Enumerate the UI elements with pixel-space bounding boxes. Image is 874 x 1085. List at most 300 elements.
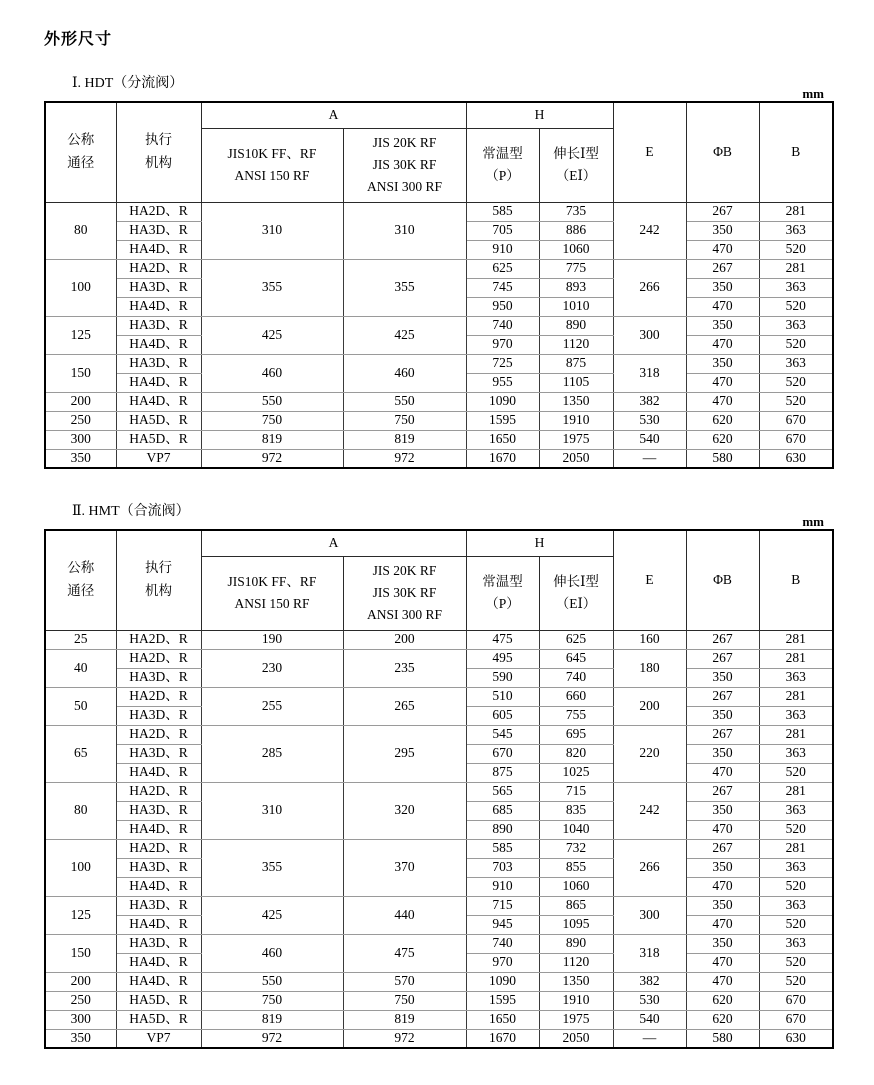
- table-row: [45, 202, 833, 221]
- cell-b: 363: [759, 221, 833, 240]
- header-dim-h: H: [466, 530, 613, 556]
- table-row: [45, 725, 833, 744]
- cell-phib: 350: [686, 706, 759, 725]
- cell-nominal-diameter: 100: [45, 259, 116, 316]
- cell-b: 520: [759, 392, 833, 411]
- cell-nominal-diameter: 100: [45, 839, 116, 896]
- cell-b: 363: [759, 801, 833, 820]
- cell-a-jis10k-ansi150: 819: [201, 430, 343, 449]
- cell-actuator: HA3D、R: [116, 896, 201, 915]
- cell-h-extended: 2050: [539, 449, 613, 468]
- cell-h-extended: 735: [539, 202, 613, 221]
- cell-b: 670: [759, 991, 833, 1010]
- cell-h-normal: 475: [466, 630, 539, 649]
- cell-actuator: HA4D、R: [116, 392, 201, 411]
- header-dim-e: E: [613, 102, 686, 202]
- cell-h-normal: 875: [466, 763, 539, 782]
- unit-label-mm: mm: [802, 86, 824, 101]
- cell-actuator: HA3D、R: [116, 858, 201, 877]
- cell-a-jis20k30k-ansi300: 200: [343, 630, 466, 649]
- cell-a-jis10k-ansi150: 550: [201, 392, 343, 411]
- cell-nominal-diameter: 200: [45, 392, 116, 411]
- cell-h-extended: 1350: [539, 392, 613, 411]
- cell-nominal-diameter: 80: [45, 782, 116, 839]
- cell-a-jis20k30k-ansi300: 425: [343, 316, 466, 354]
- cell-phib: 470: [686, 972, 759, 991]
- table-row: [45, 259, 833, 278]
- cell-phib: 470: [686, 953, 759, 972]
- header-h-normal-type: 常温型 （P）: [466, 128, 539, 202]
- cell-e: 180: [613, 649, 686, 687]
- cell-actuator: HA4D、R: [116, 373, 201, 392]
- cell-a-jis10k-ansi150: 460: [201, 354, 343, 392]
- cell-actuator: HA2D、R: [116, 782, 201, 801]
- cell-h-normal: 585: [466, 839, 539, 858]
- table-row: [45, 991, 833, 1010]
- cell-phib: 470: [686, 335, 759, 354]
- cell-h-extended: 820: [539, 744, 613, 763]
- cell-nominal-diameter: 25: [45, 630, 116, 649]
- cell-h-normal: 955: [466, 373, 539, 392]
- table-row: [45, 449, 833, 468]
- cell-actuator: HA2D、R: [116, 725, 201, 744]
- header-actuator: 执行 机构: [116, 530, 201, 630]
- cell-b: 363: [759, 934, 833, 953]
- cell-actuator: HA5D、R: [116, 1010, 201, 1029]
- cell-actuator: HA4D、R: [116, 240, 201, 259]
- header-nominal-diameter: 公称 通径: [45, 102, 116, 202]
- cell-phib: 580: [686, 449, 759, 468]
- cell-actuator: VP7: [116, 1029, 201, 1048]
- cell-phib: 470: [686, 877, 759, 896]
- cell-phib: 350: [686, 278, 759, 297]
- cell-h-normal: 495: [466, 649, 539, 668]
- cell-actuator: HA4D、R: [116, 915, 201, 934]
- cell-actuator: HA3D、R: [116, 706, 201, 725]
- cell-a-jis20k30k-ansi300: 570: [343, 972, 466, 991]
- cell-h-extended: 1060: [539, 240, 613, 259]
- cell-a-jis10k-ansi150: 355: [201, 839, 343, 896]
- cell-actuator: HA3D、R: [116, 278, 201, 297]
- cell-b: 520: [759, 763, 833, 782]
- cell-a-jis10k-ansi150: 190: [201, 630, 343, 649]
- cell-h-normal: 1670: [466, 449, 539, 468]
- cell-h-extended: 1095: [539, 915, 613, 934]
- cell-h-normal: 740: [466, 316, 539, 335]
- cell-h-normal: 590: [466, 668, 539, 687]
- hmt-dimensions-table: [44, 529, 834, 1049]
- cell-h-normal: 725: [466, 354, 539, 373]
- cell-actuator: HA4D、R: [116, 953, 201, 972]
- cell-phib: 620: [686, 1010, 759, 1029]
- section-head-hdt: [44, 63, 832, 101]
- cell-phib: 267: [686, 725, 759, 744]
- cell-a-jis20k30k-ansi300: 750: [343, 411, 466, 430]
- header-a-jis10k-ansi150: JIS10K FF、RF ANSI 150 RF: [201, 128, 343, 202]
- cell-a-jis20k30k-ansi300: 310: [343, 202, 466, 259]
- cell-a-jis20k30k-ansi300: 819: [343, 1010, 466, 1029]
- cell-h-extended: 1120: [539, 953, 613, 972]
- cell-actuator: HA2D、R: [116, 839, 201, 858]
- cell-b: 281: [759, 649, 833, 668]
- cell-actuator: HA3D、R: [116, 354, 201, 373]
- cell-phib: 267: [686, 687, 759, 706]
- header-dim-b: B: [759, 530, 833, 630]
- cell-h-extended: 1910: [539, 991, 613, 1010]
- header-nominal-diameter: 公称 通径: [45, 530, 116, 630]
- cell-a-jis20k30k-ansi300: 750: [343, 991, 466, 1010]
- cell-h-extended: 2050: [539, 1029, 613, 1048]
- cell-a-jis10k-ansi150: 425: [201, 316, 343, 354]
- section-label-hdt: Ⅰ. HDT（分流阀）: [72, 76, 184, 91]
- cell-h-extended: 1120: [539, 335, 613, 354]
- header-dim-a: A: [201, 530, 466, 556]
- cell-b: 281: [759, 839, 833, 858]
- cell-b: 630: [759, 449, 833, 468]
- header-h-normal-type: 常温型 （P）: [466, 556, 539, 630]
- table-row: [45, 896, 833, 915]
- cell-a-jis20k30k-ansi300: 972: [343, 1029, 466, 1048]
- cell-nominal-diameter: 300: [45, 1010, 116, 1029]
- cell-h-normal: 1595: [466, 411, 539, 430]
- cell-phib: 350: [686, 316, 759, 335]
- cell-actuator: VP7: [116, 449, 201, 468]
- cell-b: 520: [759, 915, 833, 934]
- cell-h-extended: 625: [539, 630, 613, 649]
- cell-e: 300: [613, 896, 686, 934]
- unit-label-mm: mm: [802, 514, 824, 529]
- cell-actuator: HA4D、R: [116, 763, 201, 782]
- cell-phib: 470: [686, 297, 759, 316]
- cell-actuator: HA3D、R: [116, 668, 201, 687]
- cell-h-normal: 585: [466, 202, 539, 221]
- cell-e: 530: [613, 411, 686, 430]
- cell-e: 200: [613, 687, 686, 725]
- cell-nominal-diameter: 150: [45, 354, 116, 392]
- cell-h-extended: 886: [539, 221, 613, 240]
- cell-phib: 470: [686, 763, 759, 782]
- header-h-extended-type: 伸长Ⅰ型 （EⅠ）: [539, 556, 613, 630]
- cell-b: 363: [759, 858, 833, 877]
- cell-h-extended: 660: [539, 687, 613, 706]
- cell-phib: 350: [686, 896, 759, 915]
- cell-h-normal: 910: [466, 877, 539, 896]
- cell-h-extended: 1025: [539, 763, 613, 782]
- cell-e: 266: [613, 259, 686, 316]
- cell-b: 630: [759, 1029, 833, 1048]
- cell-h-normal: 945: [466, 915, 539, 934]
- cell-e: 540: [613, 1010, 686, 1029]
- page-title: 外形尺寸: [44, 31, 113, 48]
- cell-actuator: HA2D、R: [116, 630, 201, 649]
- cell-phib: 620: [686, 991, 759, 1010]
- cell-h-normal: 740: [466, 934, 539, 953]
- table-row: [45, 316, 833, 335]
- cell-nominal-diameter: 350: [45, 449, 116, 468]
- table-row: [45, 687, 833, 706]
- cell-a-jis10k-ansi150: 310: [201, 202, 343, 259]
- header-dim-b: B: [759, 102, 833, 202]
- header-h-extended-type: 伸长Ⅰ型 （EⅠ）: [539, 128, 613, 202]
- cell-e: 318: [613, 934, 686, 972]
- cell-h-normal: 1650: [466, 1010, 539, 1029]
- cell-b: 670: [759, 430, 833, 449]
- cell-a-jis10k-ansi150: 550: [201, 972, 343, 991]
- cell-nominal-diameter: 50: [45, 687, 116, 725]
- cell-e: 266: [613, 839, 686, 896]
- cell-a-jis20k30k-ansi300: 320: [343, 782, 466, 839]
- cell-phib: 470: [686, 392, 759, 411]
- cell-b: 363: [759, 706, 833, 725]
- cell-e: 242: [613, 782, 686, 839]
- cell-h-normal: 685: [466, 801, 539, 820]
- cell-phib: 267: [686, 202, 759, 221]
- cell-b: 363: [759, 278, 833, 297]
- header-dim-e: E: [613, 530, 686, 630]
- cell-e: —: [613, 449, 686, 468]
- cell-h-normal: 715: [466, 896, 539, 915]
- cell-h-normal: 705: [466, 221, 539, 240]
- cell-phib: 470: [686, 240, 759, 259]
- cell-h-extended: 1105: [539, 373, 613, 392]
- cell-phib: 350: [686, 668, 759, 687]
- cell-actuator: HA3D、R: [116, 801, 201, 820]
- cell-h-extended: 1975: [539, 1010, 613, 1029]
- cell-h-normal: 1670: [466, 1029, 539, 1048]
- header-a-jis20k30k-ansi300: JIS 20K RF JIS 30K RF ANSI 300 RF: [343, 128, 466, 202]
- cell-b: 520: [759, 297, 833, 316]
- cell-b: 520: [759, 335, 833, 354]
- cell-h-extended: 865: [539, 896, 613, 915]
- cell-actuator: HA2D、R: [116, 687, 201, 706]
- cell-nominal-diameter: 250: [45, 991, 116, 1010]
- header-dim-phib: ΦB: [686, 102, 759, 202]
- cell-a-jis20k30k-ansi300: 235: [343, 649, 466, 687]
- cell-e: —: [613, 1029, 686, 1048]
- cell-a-jis10k-ansi150: 285: [201, 725, 343, 782]
- cell-h-extended: 890: [539, 316, 613, 335]
- cell-h-normal: 703: [466, 858, 539, 877]
- cell-phib: 267: [686, 259, 759, 278]
- cell-e: 382: [613, 392, 686, 411]
- cell-actuator: HA5D、R: [116, 411, 201, 430]
- cell-h-normal: 1090: [466, 972, 539, 991]
- table-row: [45, 972, 833, 991]
- cell-h-extended: 775: [539, 259, 613, 278]
- cell-e: 318: [613, 354, 686, 392]
- hdt-dimensions-table: [44, 101, 834, 469]
- header-dim-h: H: [466, 102, 613, 128]
- cell-h-extended: 695: [539, 725, 613, 744]
- cell-h-extended: 732: [539, 839, 613, 858]
- cell-h-extended: 1060: [539, 877, 613, 896]
- cell-phib: 580: [686, 1029, 759, 1048]
- cell-phib: 620: [686, 430, 759, 449]
- cell-phib: 350: [686, 801, 759, 820]
- table-row: [45, 934, 833, 953]
- cell-a-jis10k-ansi150: 972: [201, 1029, 343, 1048]
- cell-b: 520: [759, 240, 833, 259]
- cell-b: 363: [759, 354, 833, 373]
- table-row: [45, 392, 833, 411]
- cell-h-extended: 645: [539, 649, 613, 668]
- cell-h-normal: 1090: [466, 392, 539, 411]
- cell-a-jis20k30k-ansi300: 295: [343, 725, 466, 782]
- cell-nominal-diameter: 40: [45, 649, 116, 687]
- cell-b: 363: [759, 668, 833, 687]
- cell-h-normal: 565: [466, 782, 539, 801]
- cell-actuator: HA4D、R: [116, 335, 201, 354]
- cell-h-extended: 1040: [539, 820, 613, 839]
- header-dim-a: A: [201, 102, 466, 128]
- table-row: [45, 1029, 833, 1048]
- cell-b: 363: [759, 316, 833, 335]
- cell-h-normal: 510: [466, 687, 539, 706]
- cell-nominal-diameter: 65: [45, 725, 116, 782]
- cell-b: 363: [759, 744, 833, 763]
- cell-h-normal: 545: [466, 725, 539, 744]
- cell-h-normal: 1650: [466, 430, 539, 449]
- cell-h-normal: 625: [466, 259, 539, 278]
- cell-h-normal: 745: [466, 278, 539, 297]
- cell-h-extended: 893: [539, 278, 613, 297]
- cell-a-jis10k-ansi150: 750: [201, 411, 343, 430]
- cell-nominal-diameter: 80: [45, 202, 116, 259]
- table-row: [45, 354, 833, 373]
- cell-h-extended: 855: [539, 858, 613, 877]
- cell-a-jis20k30k-ansi300: 972: [343, 449, 466, 468]
- cell-h-normal: 890: [466, 820, 539, 839]
- cell-a-jis20k30k-ansi300: 819: [343, 430, 466, 449]
- cell-a-jis10k-ansi150: 972: [201, 449, 343, 468]
- cell-h-extended: 1350: [539, 972, 613, 991]
- cell-b: 520: [759, 877, 833, 896]
- section-divider: [44, 469, 832, 491]
- cell-h-normal: 970: [466, 335, 539, 354]
- cell-b: 520: [759, 820, 833, 839]
- cell-b: 281: [759, 725, 833, 744]
- cell-a-jis20k30k-ansi300: 460: [343, 354, 466, 392]
- cell-h-extended: 755: [539, 706, 613, 725]
- cell-a-jis20k30k-ansi300: 475: [343, 934, 466, 972]
- cell-phib: 350: [686, 934, 759, 953]
- cell-e: 540: [613, 430, 686, 449]
- cell-h-normal: 970: [466, 953, 539, 972]
- cell-phib: 350: [686, 221, 759, 240]
- cell-b: 281: [759, 782, 833, 801]
- cell-phib: 350: [686, 858, 759, 877]
- cell-b: 670: [759, 411, 833, 430]
- cell-a-jis10k-ansi150: 750: [201, 991, 343, 1010]
- cell-actuator: HA4D、R: [116, 297, 201, 316]
- cell-nominal-diameter: 200: [45, 972, 116, 991]
- cell-h-normal: 605: [466, 706, 539, 725]
- cell-a-jis20k30k-ansi300: 550: [343, 392, 466, 411]
- cell-nominal-diameter: 350: [45, 1029, 116, 1048]
- cell-nominal-diameter: 125: [45, 896, 116, 934]
- cell-actuator: HA4D、R: [116, 972, 201, 991]
- cell-phib: 470: [686, 820, 759, 839]
- cell-actuator: HA5D、R: [116, 430, 201, 449]
- cell-phib: 267: [686, 630, 759, 649]
- cell-e: 300: [613, 316, 686, 354]
- cell-phib: 267: [686, 782, 759, 801]
- cell-h-extended: 875: [539, 354, 613, 373]
- cell-h-normal: 910: [466, 240, 539, 259]
- cell-h-extended: 890: [539, 934, 613, 953]
- cell-phib: 470: [686, 373, 759, 392]
- cell-nominal-diameter: 125: [45, 316, 116, 354]
- cell-nominal-diameter: 150: [45, 934, 116, 972]
- cell-e: 160: [613, 630, 686, 649]
- cell-e: 530: [613, 991, 686, 1010]
- cell-nominal-diameter: 250: [45, 411, 116, 430]
- cell-actuator: HA3D、R: [116, 221, 201, 240]
- cell-b: 363: [759, 896, 833, 915]
- cell-h-extended: 1910: [539, 411, 613, 430]
- cell-a-jis10k-ansi150: 425: [201, 896, 343, 934]
- cell-h-normal: 670: [466, 744, 539, 763]
- cell-b: 670: [759, 1010, 833, 1029]
- cell-b: 281: [759, 259, 833, 278]
- cell-actuator: HA5D、R: [116, 991, 201, 1010]
- table-row: [45, 430, 833, 449]
- cell-actuator: HA3D、R: [116, 744, 201, 763]
- cell-phib: 350: [686, 354, 759, 373]
- header-dim-phib: ΦB: [686, 530, 759, 630]
- cell-e: 382: [613, 972, 686, 991]
- section-label-hmt: Ⅱ. HMT（合流阀）: [72, 504, 190, 519]
- cell-nominal-diameter: 300: [45, 430, 116, 449]
- cell-a-jis20k30k-ansi300: 265: [343, 687, 466, 725]
- table-row: [45, 649, 833, 668]
- table-row: [45, 839, 833, 858]
- cell-actuator: HA2D、R: [116, 259, 201, 278]
- cell-a-jis10k-ansi150: 255: [201, 687, 343, 725]
- cell-b: 281: [759, 202, 833, 221]
- cell-phib: 620: [686, 411, 759, 430]
- cell-actuator: HA3D、R: [116, 934, 201, 953]
- cell-actuator: HA4D、R: [116, 877, 201, 896]
- cell-h-normal: 1595: [466, 991, 539, 1010]
- cell-b: 281: [759, 687, 833, 706]
- cell-b: 520: [759, 373, 833, 392]
- cell-phib: 267: [686, 649, 759, 668]
- cell-h-extended: 1975: [539, 430, 613, 449]
- header-actuator: 执行 机构: [116, 102, 201, 202]
- cell-e: 242: [613, 202, 686, 259]
- cell-h-extended: 740: [539, 668, 613, 687]
- cell-a-jis20k30k-ansi300: 370: [343, 839, 466, 896]
- cell-a-jis10k-ansi150: 230: [201, 649, 343, 687]
- cell-a-jis10k-ansi150: 460: [201, 934, 343, 972]
- cell-a-jis10k-ansi150: 355: [201, 259, 343, 316]
- table-row: [45, 630, 833, 649]
- header-a-jis10k-ansi150: JIS10K FF、RF ANSI 150 RF: [201, 556, 343, 630]
- header-a-jis20k30k-ansi300: JIS 20K RF JIS 30K RF ANSI 300 RF: [343, 556, 466, 630]
- cell-actuator: HA3D、R: [116, 316, 201, 335]
- cell-h-extended: 715: [539, 782, 613, 801]
- table-row: [45, 782, 833, 801]
- cell-phib: 267: [686, 839, 759, 858]
- cell-e: 220: [613, 725, 686, 782]
- cell-a-jis10k-ansi150: 819: [201, 1010, 343, 1029]
- cell-h-normal: 950: [466, 297, 539, 316]
- cell-b: 520: [759, 972, 833, 991]
- cell-b: 281: [759, 630, 833, 649]
- cell-h-extended: 1010: [539, 297, 613, 316]
- section-head-hmt: [44, 491, 832, 529]
